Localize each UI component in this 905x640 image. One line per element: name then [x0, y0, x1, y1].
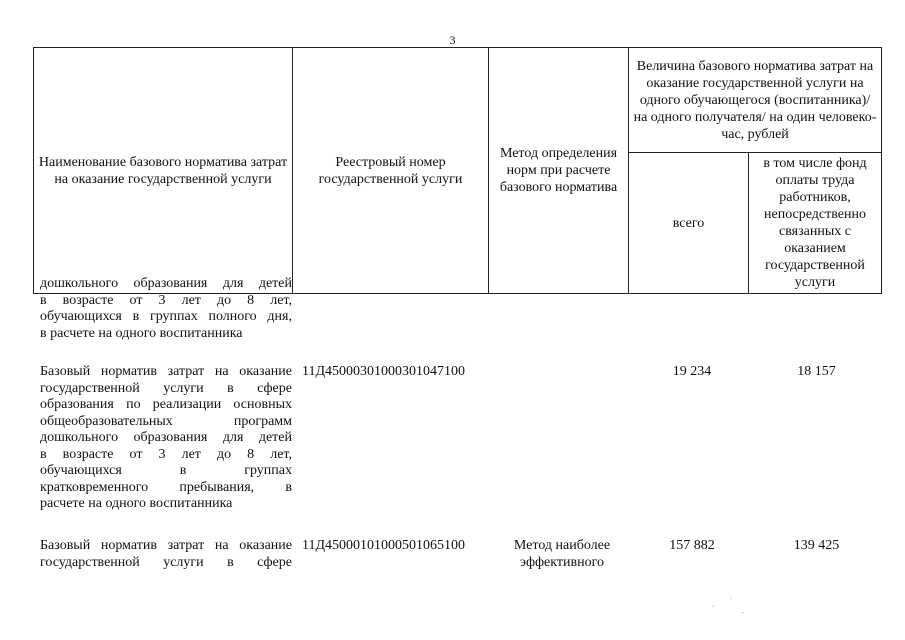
- page-number: 3: [449, 33, 456, 47]
- header-method-column: Метод определения норм при расчете базового норматива: [489, 48, 629, 294]
- name-line: в возрасте от 3 лет до 8 лет,: [40, 292, 292, 308]
- name-line: общеобразовательных программ: [40, 413, 292, 429]
- table-row-2-name: [40, 538, 292, 571]
- name-line: дошкольного образования для детей: [40, 430, 292, 445]
- name-line: кратковременного пребывания, в: [40, 479, 292, 495]
- table-row-2-registry: 11Д45000101000501065100: [302, 538, 466, 553]
- name-line: обучающихся в группах полного дня,: [40, 309, 292, 324]
- name-line: государственной услуги в сфере: [40, 554, 292, 570]
- header-total-column: всего: [629, 153, 749, 294]
- name-line: в возрасте от 3 лет до 8 лет,: [40, 446, 292, 462]
- header-name-column: Наименование базового норматива затрат на оказание государственной услуги: [34, 48, 293, 294]
- scan-speck: [730, 598, 732, 599]
- table-row-2-method: Метод наиболее эффективного: [513, 538, 611, 570]
- name-line: расчете на одного воспитанника: [40, 496, 233, 511]
- scan-speck: [712, 606, 714, 607]
- table-header: [33, 47, 882, 294]
- name-line: в расчете на одного воспитанника: [40, 325, 243, 341]
- name-line: Базовый норматив затрат на оказание: [40, 538, 292, 553]
- header-value-column: Величина базового норматива затрат на оказание государственной услуги на одного обучающегося (воспитанника)/ на одного получателя/ на один человеко-час, рублей: [629, 48, 882, 153]
- name-line: Базовый норматив затрат на оказание: [40, 364, 292, 379]
- table-row-2-fot: 139 425: [793, 538, 840, 553]
- name-line: дошкольного образования для детей: [40, 276, 292, 291]
- table-row-1-fot: 18 157: [797, 364, 836, 379]
- table-row-0-name: [40, 276, 292, 342]
- name-line: государственной услуги в сфере: [40, 380, 292, 396]
- name-line: образования по реализации основных: [40, 397, 292, 412]
- table-row-1-total: 19 234: [672, 364, 712, 379]
- scan-speck: [742, 612, 744, 613]
- header-registry-column: Реестровый номер государственной услуги: [293, 48, 489, 294]
- name-line: обучающихся в группах: [40, 463, 292, 478]
- table-row-2-total: 157 882: [669, 538, 715, 553]
- table-row-1-registry: 11Д45000301000301047100: [302, 364, 466, 379]
- header-fot-column: в том числе фонд оплаты труда работников, непосредственно связанных с оказанием государственной услуги: [749, 153, 882, 294]
- table-row-1-name: [40, 364, 292, 513]
